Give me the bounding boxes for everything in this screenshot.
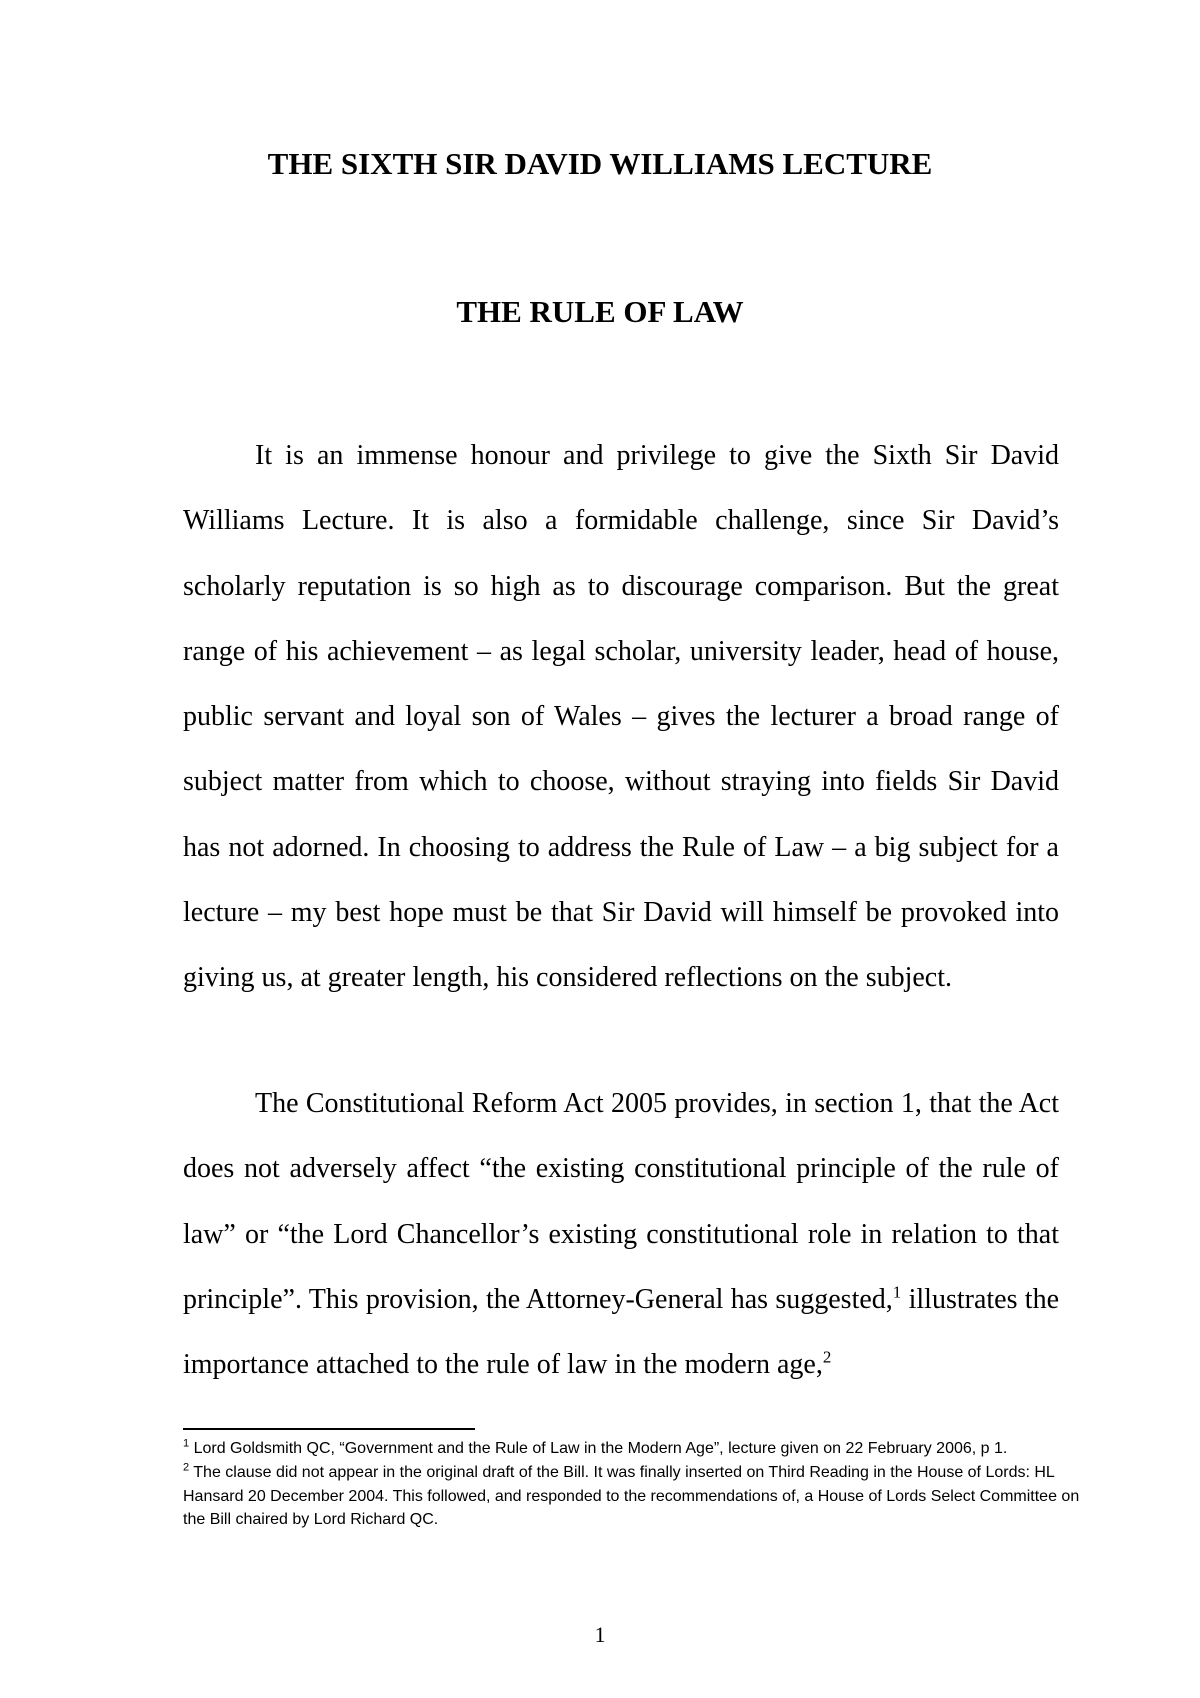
lecture-title: THE SIXTH SIR DAVID WILLIAMS LECTURE [267, 146, 933, 181]
footnote-marker-1: 1 [183, 1437, 190, 1450]
paragraph-2 [183, 1071, 1059, 1397]
paragraph-1: It is an immense honour and privilege to give the Sixth Sir David Williams Lecture. It is also a formidable challenge, since Sir David’s scholarly reputation is so high as to discourage comparison. But the great range of his achievement – as legal scholar, university leader, head of house, public servant and loyal son of Wales – gives the lecturer a broad range of subject matter from which to choose, without straying into fields Sir David has not adorned. In choosing to address the Rule of Law – a big subject for a lecture – my best hope must be that Sir David will himself be provoked into giving us, at greater length, his considered reflections on the subject. [183, 440, 1059, 994]
footnote-text-1: Lord Goldsmith QC, “Government and the Rule of Law in the Modern Age”, lecture given on 22 February 2006, p 1. [189, 1440, 1008, 1457]
lecture-subtitle: THE RULE OF LAW [456, 294, 744, 329]
footnote-marker-2: 2 [183, 1461, 190, 1474]
footnote-separator [183, 1428, 475, 1430]
paragraph-2-text-a: The Constitutional Reform Act 2005 provides, in section 1, that the Act does not adversely affect “the existing constitutional principle of the rule of law” or “the Lord Chancellor’s existing constitutional role in relation to that principle”. This provision, the Attorney-General has suggested, [183, 1088, 1059, 1315]
page-number: 1 [594, 1622, 606, 1647]
footnote-text-2: The clause did not appear in the original draft of the Bill. It was finally inserted on Third Reading in the House of Lords: HL Hansard 20 December 2004. This followed, and responded to the recommendations of, a House of Lords Select Committee on the Bill chaired by Lord Richard QC. [183, 1463, 1080, 1529]
footnotes [183, 1437, 1083, 1532]
footnote-ref-1[interactable]: 1 [892, 1282, 902, 1302]
paragraph-2-text-b: illustrates the importance attached to the rule of law in the modern age, [183, 1283, 1060, 1381]
footnote-ref-2[interactable]: 2 [822, 1347, 832, 1367]
footnote-2 [183, 1461, 1083, 1532]
footnote-1 [183, 1437, 1083, 1461]
